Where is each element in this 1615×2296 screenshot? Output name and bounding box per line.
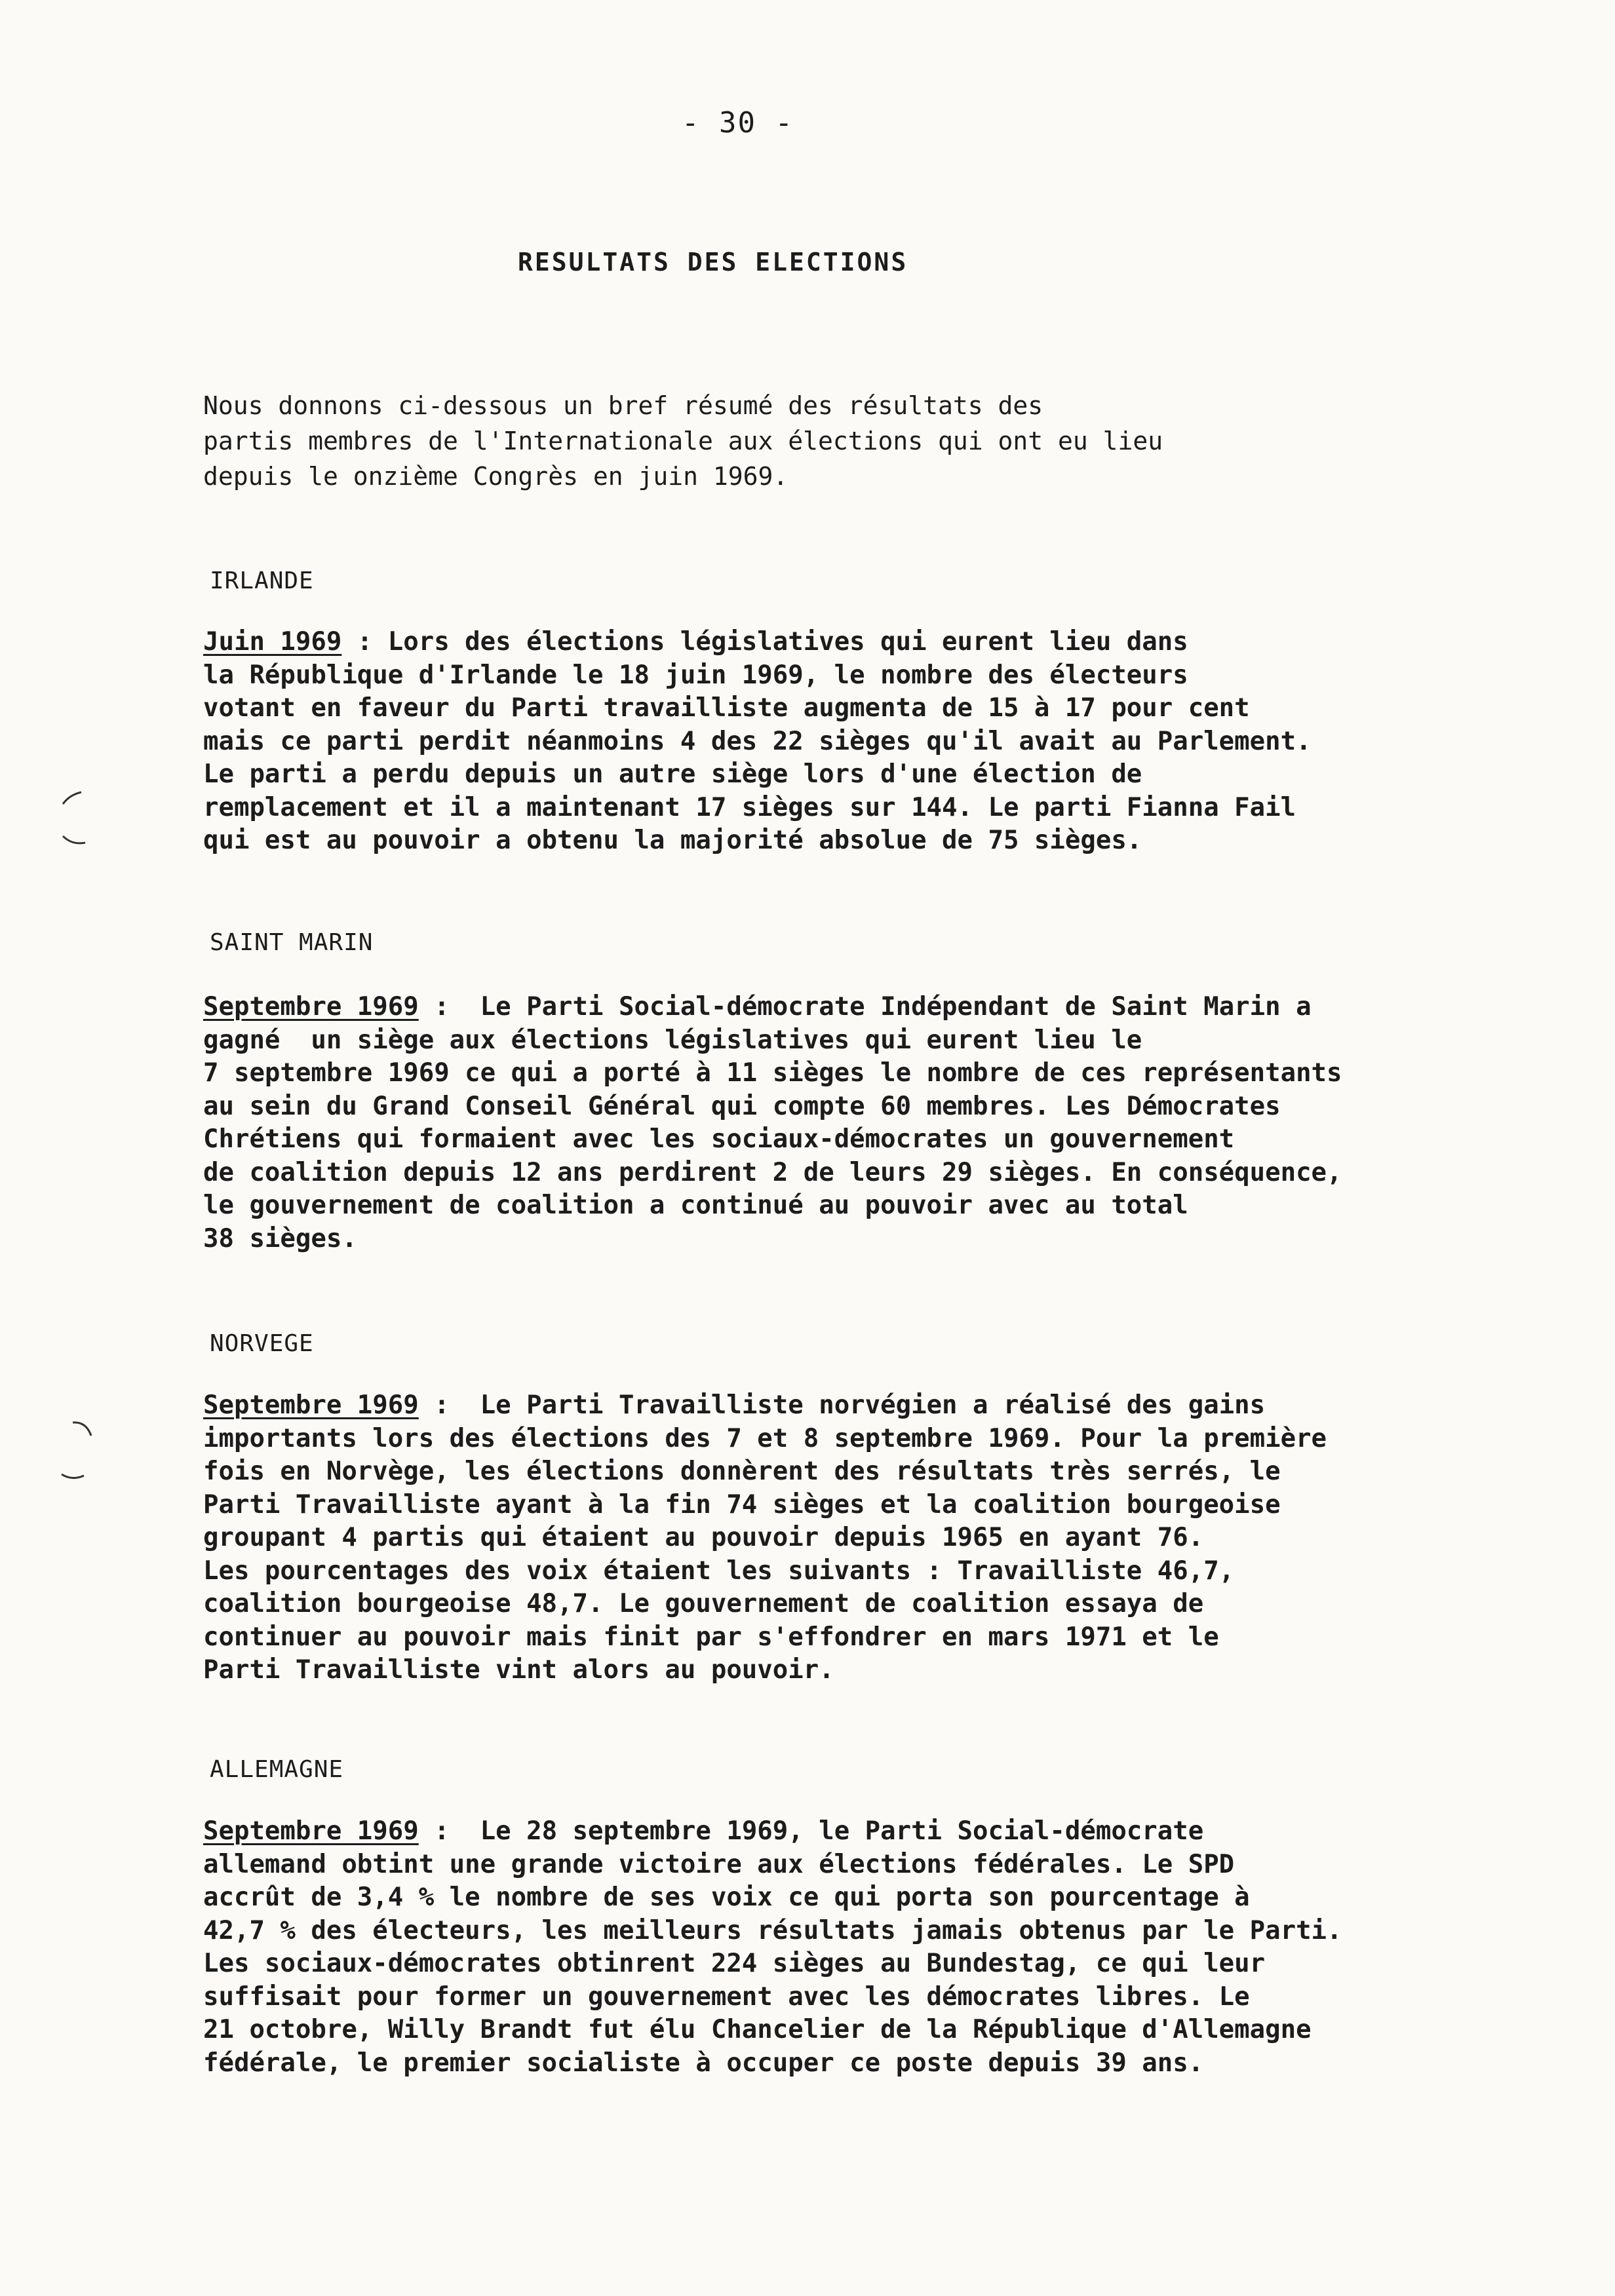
section-date-norvege: Septembre 1969 [203,1390,419,1420]
section-date-saint-marin: Septembre 1969 [203,992,419,1022]
margin-mark-icon [58,1466,87,1486]
section-heading-irlande: IRLANDE [210,567,314,594]
margin-mark-icon [69,1419,98,1438]
section-heading-allemagne: ALLEMAGNE [210,1756,344,1783]
section-body-irlande [203,626,1468,858]
section-body-saint-marin [203,991,1468,1255]
section-text-saint-marin: : Le Parti Social-démocrate Indépendant de Saint Marin a gagné un siège aux élections législatives qui eurent lieu le 7 septembre 1969 ce qui a porté à 11 sièges le nombre de ces représentants au sein du Grand Conseil Général qui compte 60 membres. Les Démocrates Chrétiens qui formaient avec les sociaux-démocrates un gouvernement de coalition depuis 12 ans perdirent 2 de leurs 29 sièges. En conséquence, le gouvernement de coalition a continué au pouvoir avec au total 38 sièges. [203,992,1342,1253]
margin-mark-icon [58,790,87,809]
page-number: - 30 - [682,106,794,140]
section-text-allemagne: : Le 28 septembre 1969, le Parti Social-démocrate allemand obtint une grande victoire aux élections fédérales. Le SPD accrût de 3,4 % le nombre de ses voix ce qui porta son pourcentage à 42,7 % des électeurs, les meilleurs résultats jamais obtenus par le Parti. Les sociaux-démocrates obtinrent 224 sièges au Bundestag, ce qui leur suffisait pour former un gouvernement avec les démocrates libres. Le 21 octobre, Willy Brandt fut élu Chancelier de la République d'Allemagne fédérale, le premier socialiste à occuper ce poste depuis 39 ans. [203,1816,1342,2078]
section-body-norvege [203,1389,1468,1687]
section-heading-norvege: NORVEGE [210,1330,314,1357]
section-text-irlande: : Lors des élections législatives qui eurent lieu dans la République d'Irlande le 18 juin 1969, le nombre des électeurs votant en faveur du Parti travailliste augmenta de 15 à 17 pour cent mais ce parti perdit néanmoins 4 des 22 sièges qu'il avait au Parlement. Le parti a perdu depuis un autre siège lors d'une élection de remplacement et il a maintenant 17 sièges sur 144. Le parti Fianna Fail qui est au pouvoir a obtenu la majorité absolue de 75 sièges. [203,627,1312,855]
section-date-allemagne: Septembre 1969 [203,1816,419,1846]
section-heading-saint-marin: SAINT MARIN [210,929,374,956]
intro-paragraph: Nous donnons ci-dessous un bref résumé des résultats des partis membres de l'Internationale aux élections qui ont eu lieu depuis le onzième Congrès en juin 1969. [203,391,1163,491]
section-text-norvege: : Le Parti Travailliste norvégien a réalisé des gains importants lors des élections des 7 et 8 septembre 1969. Pour la première fois en Norvège, les élections donnèrent des résultats très serrés, le Parti Travailliste ayant à la fin 74 sièges et la coalition bourgeoise groupant 4 partis qui étaient au pouvoir depuis 1965 en ayant 76. Les pourcentages des voix étaient les suivants : Travailliste 46,7, coalition bourgeoise 48,7. Le gouvernement de coalition essaya de continuer au pouvoir mais finit par s'effondrer en mars 1971 et le Parti Travailliste vint alors au pouvoir. [203,1390,1327,1685]
section-date-irlande: Juin 1969 [203,627,342,657]
section-body-allemagne [203,1815,1468,2080]
margin-mark-icon [59,831,88,851]
document-title: RESULTATS DES ELECTIONS [518,248,908,277]
